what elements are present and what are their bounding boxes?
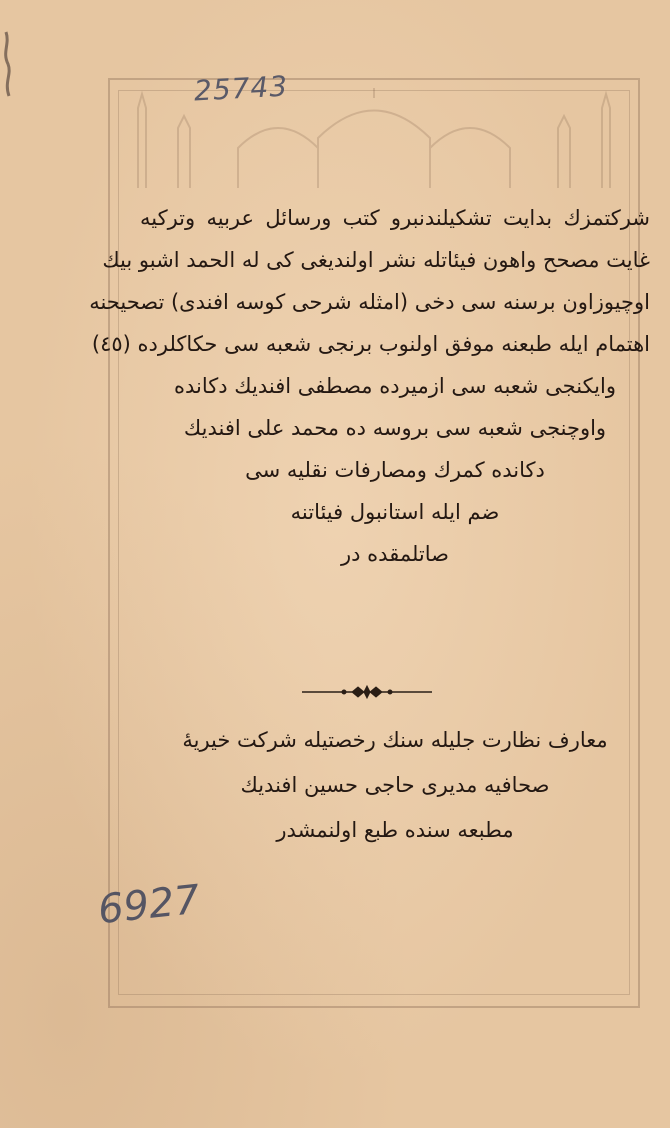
text-line: واوچنجى شعبه سى بروسه ده محمد على افنديك xyxy=(183,416,607,440)
imprint-line: معارف نظارت جليله سنك رخصتيله شركت خيريهٔ xyxy=(182,728,608,752)
printer-imprint xyxy=(150,728,640,863)
text-line: وايكنجى شعبه سى ازميرده مصطفى افنديك دكانده xyxy=(174,374,616,398)
text-line: غايت مصحح واهون فيئاتله نشر اولنديغى كى له الحمد اشبو بيك xyxy=(102,248,650,272)
imprint-line: صحافيه مديرى حاجى حسين افنديك xyxy=(240,773,550,797)
edge-ink-mark xyxy=(0,30,16,100)
text-line: اوچيوزاون برسنه سى دخى (امثله شرحى كوسه افندى) تصحيحنه xyxy=(89,290,650,314)
ornamental-divider xyxy=(300,682,434,702)
title-page-text xyxy=(89,206,650,584)
handwritten-pencil-number: 6927 xyxy=(95,876,202,934)
accession-number: 25743 xyxy=(193,69,289,108)
imprint-line: مطبعه سنده طبع اولنمشدر xyxy=(276,818,514,842)
text-line: صاتلمقده در xyxy=(341,542,449,566)
text-line: دكانده كمرك ومصارفات نقليه سى xyxy=(245,458,545,482)
text-line: شركتمزك بدايت تشكيلندنبرو كتب ورسائل عربيه وتركيه xyxy=(140,206,650,230)
text-line: اهتمام ايله طبعنه موفق اولنوب برنجى شعبه سى حكاكلرده (٤٥) xyxy=(91,332,650,356)
text-line: ضم ايله استانبول فيئاتنه xyxy=(290,500,500,524)
